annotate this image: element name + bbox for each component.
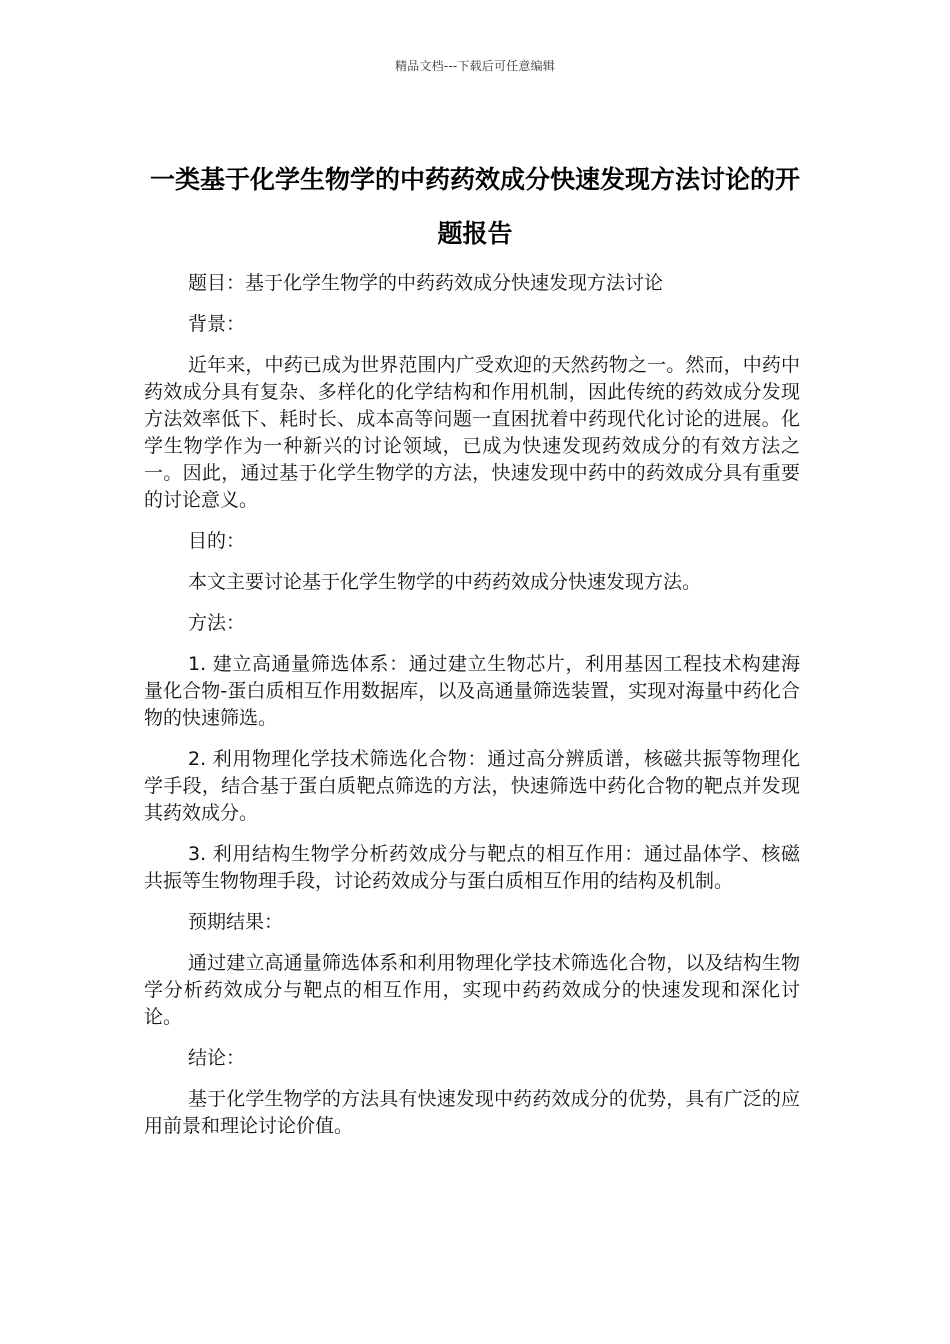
purpose-heading: 目的： [188,530,246,552]
conclusion-heading: 结论： [188,1047,246,1069]
expected-results-heading: 预期结果： [188,911,284,933]
background-paragraph: 近年来，中药已成为世界范围内广受欢迎的天然药物之一。然而，中药中药效成分具有复杂、多样化的化学结构和作用机制，因此传统的药效成分发现方法效率低下、耗时长、成本高等问题一直困扰着中药现代化讨论的进展。化学生物学作为一种新兴的讨论领域，已成为快速发现药效成分的有效方法之一。因此，通过基于化学生物学的方法，快速发现中药中的药效成分具有重要的讨论意义。 [144,354,800,511]
document-body [144,270,800,1154]
method-item-1: 1. 建立高通量筛选体系：通过建立生物芯片，利用基因工程技术构建海量化合物-蛋白质相互作用数据库，以及高通量筛选装置，实现对海量中药化合物的快速筛选。 [144,653,800,729]
topic-paragraph: 题目：基于化学生物学的中药药效成分快速发现方法讨论 [188,272,664,294]
method-item-2: 2. 利用物理化学技术筛选化合物：通过高分辨质谱，核磁共振等物理化学手段，结合基于蛋白质靶点筛选的方法，快速筛选中药化合物的靶点并发现其药效成分。 [144,748,800,824]
background-heading: 背景： [188,313,246,335]
expected-results-paragraph: 通过建立高通量筛选体系和利用物理化学技术筛选化合物，以及结构生物学分析药效成分与靶点的相互作用，实现中药药效成分的快速发现和深化讨论。 [144,952,800,1028]
method-item-3: 3. 利用结构生物学分析药效成分与靶点的相互作用：通过晶体学、核磁共振等生物物理手段，讨论药效成分与蛋白质相互作用的结构及机制。 [144,843,800,892]
conclusion-paragraph: 基于化学生物学的方法具有快速发现中药药效成分的优势，具有广泛的应用前景和理论讨论价值。 [144,1088,800,1137]
methods-heading: 方法： [188,612,246,634]
header-watermark: 精品文档---下载后可任意编辑 [395,59,555,73]
purpose-paragraph: 本文主要讨论基于化学生物学的中药药效成分快速发现方法。 [188,571,702,593]
document-title: 一类基于化学生物学的中药药效成分快速发现方法讨论的开题报告 [149,164,800,248]
